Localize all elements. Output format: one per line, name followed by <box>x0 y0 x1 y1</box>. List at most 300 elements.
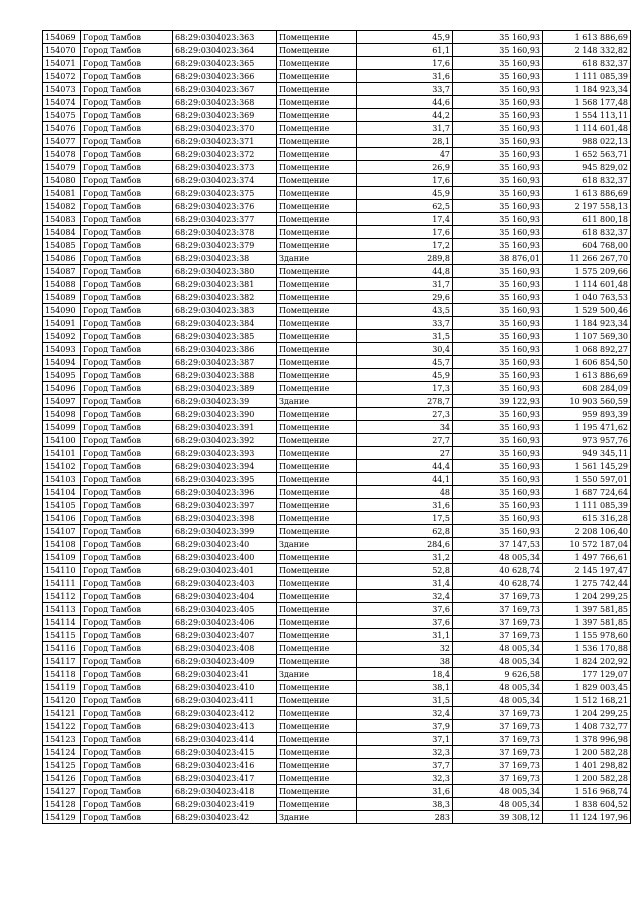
cell-cadastral-value: 1 829 003,45 <box>543 681 631 694</box>
table-row <box>43 733 631 746</box>
cell-cadastral-number: 68:29:0304023:409 <box>173 655 277 668</box>
table-row <box>43 629 631 642</box>
cell-city-name: Город Тамбов <box>81 551 173 564</box>
cell-cadastral-number: 68:29:0304023:387 <box>173 356 277 369</box>
cell-unit-value: 37 169,73 <box>453 629 543 642</box>
cell-unit-value: 35 160,93 <box>453 460 543 473</box>
cell-city-name: Город Тамбов <box>81 720 173 733</box>
cell-city-name: Город Тамбов <box>81 668 173 681</box>
cell-cadastral-number: 68:29:0304023:407 <box>173 629 277 642</box>
cell-row-number: 154092 <box>43 330 81 343</box>
table-row <box>43 447 631 460</box>
cell-cadastral-number: 68:29:0304023:403 <box>173 577 277 590</box>
cell-object-type: Помещение <box>277 733 357 746</box>
cell-cadastral-number: 68:29:0304023:386 <box>173 343 277 356</box>
table-row <box>43 291 631 304</box>
cell-row-number: 154119 <box>43 681 81 694</box>
cell-object-type: Помещение <box>277 642 357 655</box>
cell-city-name: Город Тамбов <box>81 200 173 213</box>
table-row <box>43 304 631 317</box>
cell-unit-value: 37 169,73 <box>453 616 543 629</box>
cell-object-type: Помещение <box>277 590 357 603</box>
cell-city-name: Город Тамбов <box>81 174 173 187</box>
cell-row-number: 154090 <box>43 304 81 317</box>
table-row <box>43 525 631 538</box>
cell-cadastral-value: 1 155 978,60 <box>543 629 631 642</box>
cell-city-name: Город Тамбов <box>81 122 173 135</box>
cell-object-type: Помещение <box>277 44 357 57</box>
cell-city-name: Город Тамбов <box>81 447 173 460</box>
cell-row-number: 154101 <box>43 447 81 460</box>
cell-cadastral-value: 1 554 113,11 <box>543 109 631 122</box>
cell-row-number: 154105 <box>43 499 81 512</box>
cell-city-name: Город Тамбов <box>81 83 173 96</box>
cell-object-type: Помещение <box>277 629 357 642</box>
cell-area: 33,7 <box>357 83 453 96</box>
cell-row-number: 154086 <box>43 252 81 265</box>
cell-row-number: 154097 <box>43 395 81 408</box>
cell-city-name: Город Тамбов <box>81 811 173 824</box>
cell-unit-value: 35 160,93 <box>453 161 543 174</box>
cell-object-type: Помещение <box>277 408 357 421</box>
table-row <box>43 460 631 473</box>
cell-cadastral-number: 68:29:0304023:414 <box>173 733 277 746</box>
cell-city-name: Город Тамбов <box>81 161 173 174</box>
table-row <box>43 486 631 499</box>
cell-object-type: Помещение <box>277 421 357 434</box>
cell-cadastral-value: 1 200 582,28 <box>543 772 631 785</box>
cell-cadastral-value: 1 184 923,34 <box>543 317 631 330</box>
cell-city-name: Город Тамбов <box>81 44 173 57</box>
cell-city-name: Город Тамбов <box>81 213 173 226</box>
cell-row-number: 154078 <box>43 148 81 161</box>
cell-row-number: 154114 <box>43 616 81 629</box>
table-row <box>43 564 631 577</box>
cell-object-type: Помещение <box>277 148 357 161</box>
cell-unit-value: 35 160,93 <box>453 382 543 395</box>
cell-object-type: Помещение <box>277 486 357 499</box>
cell-row-number: 154117 <box>43 655 81 668</box>
cell-row-number: 154116 <box>43 642 81 655</box>
cell-cadastral-value: 1 550 597,01 <box>543 473 631 486</box>
cell-area: 26,9 <box>357 161 453 174</box>
cell-cadastral-value: 618 832,37 <box>543 226 631 239</box>
cell-object-type: Помещение <box>277 720 357 733</box>
cell-unit-value: 35 160,93 <box>453 317 543 330</box>
cell-unit-value: 35 160,93 <box>453 525 543 538</box>
table-row <box>43 135 631 148</box>
cell-cadastral-number: 68:29:0304023:396 <box>173 486 277 499</box>
cell-city-name: Город Тамбов <box>81 590 173 603</box>
cell-area: 31,6 <box>357 70 453 83</box>
cell-city-name: Город Тамбов <box>81 226 173 239</box>
cell-area: 278,7 <box>357 395 453 408</box>
cell-row-number: 154111 <box>43 577 81 590</box>
cell-cadastral-value: 1 397 581,85 <box>543 603 631 616</box>
cell-area: 62,5 <box>357 200 453 213</box>
cell-city-name: Город Тамбов <box>81 31 173 44</box>
table-row <box>43 70 631 83</box>
cell-object-type: Здание <box>277 538 357 551</box>
cell-unit-value: 35 160,93 <box>453 330 543 343</box>
cell-city-name: Город Тамбов <box>81 421 173 434</box>
cell-cadastral-value: 988 022,13 <box>543 135 631 148</box>
cell-cadastral-value: 2 208 106,40 <box>543 525 631 538</box>
cell-object-type: Помещение <box>277 122 357 135</box>
cell-cadastral-value: 949 345,11 <box>543 447 631 460</box>
cell-unit-value: 39 308,12 <box>453 811 543 824</box>
table-row <box>43 681 631 694</box>
cell-unit-value: 35 160,93 <box>453 226 543 239</box>
cell-cadastral-number: 68:29:0304023:408 <box>173 642 277 655</box>
cell-cadastral-value: 1 529 500,46 <box>543 304 631 317</box>
table-row <box>43 395 631 408</box>
cell-object-type: Помещение <box>277 70 357 83</box>
cell-object-type: Помещение <box>277 655 357 668</box>
cell-cadastral-number: 68:29:0304023:418 <box>173 785 277 798</box>
cell-row-number: 154071 <box>43 57 81 70</box>
cell-cadastral-value: 1 200 582,28 <box>543 746 631 759</box>
table-row <box>43 473 631 486</box>
cell-cadastral-number: 68:29:0304023:369 <box>173 109 277 122</box>
table-row <box>43 83 631 96</box>
cell-cadastral-number: 68:29:0304023:376 <box>173 200 277 213</box>
table-row <box>43 642 631 655</box>
cell-row-number: 154094 <box>43 356 81 369</box>
cell-unit-value: 35 160,93 <box>453 239 543 252</box>
cell-area: 37,7 <box>357 759 453 772</box>
cell-unit-value: 37 169,73 <box>453 720 543 733</box>
cell-cadastral-value: 1 040 763,53 <box>543 291 631 304</box>
table-row <box>43 369 631 382</box>
table-row <box>43 213 631 226</box>
cell-cadastral-value: 1 111 085,39 <box>543 499 631 512</box>
cell-city-name: Город Тамбов <box>81 434 173 447</box>
cell-cadastral-number: 68:29:0304023:385 <box>173 330 277 343</box>
cell-city-name: Город Тамбов <box>81 148 173 161</box>
cell-cadastral-number: 68:29:0304023:39 <box>173 395 277 408</box>
cell-object-type: Помещение <box>277 577 357 590</box>
table-row <box>43 603 631 616</box>
cell-city-name: Город Тамбов <box>81 655 173 668</box>
cell-city-name: Город Тамбов <box>81 759 173 772</box>
cell-cadastral-number: 68:29:0304023:388 <box>173 369 277 382</box>
cell-city-name: Город Тамбов <box>81 304 173 317</box>
cell-unit-value: 37 147,53 <box>453 538 543 551</box>
cell-unit-value: 48 005,34 <box>453 655 543 668</box>
cell-area: 17,2 <box>357 239 453 252</box>
cell-cadastral-number: 68:29:0304023:372 <box>173 148 277 161</box>
cell-unit-value: 35 160,93 <box>453 213 543 226</box>
cell-area: 34 <box>357 421 453 434</box>
cell-object-type: Помещение <box>277 278 357 291</box>
table-row <box>43 785 631 798</box>
cell-unit-value: 35 160,93 <box>453 434 543 447</box>
cell-city-name: Город Тамбов <box>81 343 173 356</box>
cell-object-type: Помещение <box>277 772 357 785</box>
cell-unit-value: 35 160,93 <box>453 174 543 187</box>
table-row <box>43 759 631 772</box>
cell-row-number: 154083 <box>43 213 81 226</box>
cell-row-number: 154069 <box>43 31 81 44</box>
cell-unit-value: 37 169,73 <box>453 759 543 772</box>
cell-object-type: Помещение <box>277 291 357 304</box>
cell-area: 17,5 <box>357 512 453 525</box>
table-row <box>43 811 631 824</box>
cell-city-name: Город Тамбов <box>81 96 173 109</box>
cell-unit-value: 48 005,34 <box>453 798 543 811</box>
cell-unit-value: 35 160,93 <box>453 57 543 70</box>
cell-city-name: Город Тамбов <box>81 616 173 629</box>
cell-city-name: Город Тамбов <box>81 460 173 473</box>
cell-area: 17,4 <box>357 213 453 226</box>
cell-object-type: Помещение <box>277 317 357 330</box>
cell-cadastral-number: 68:29:0304023:364 <box>173 44 277 57</box>
cell-area: 38,3 <box>357 798 453 811</box>
cell-area: 31,5 <box>357 694 453 707</box>
cell-object-type: Помещение <box>277 473 357 486</box>
table-row <box>43 252 631 265</box>
cell-cadastral-value: 1 575 209,66 <box>543 265 631 278</box>
cell-unit-value: 48 005,34 <box>453 785 543 798</box>
cell-object-type: Помещение <box>277 187 357 200</box>
cell-object-type: Помещение <box>277 694 357 707</box>
cell-row-number: 154088 <box>43 278 81 291</box>
cell-area: 37,6 <box>357 603 453 616</box>
cell-area: 45,9 <box>357 187 453 200</box>
cell-row-number: 154089 <box>43 291 81 304</box>
cell-unit-value: 37 169,73 <box>453 590 543 603</box>
cell-row-number: 154077 <box>43 135 81 148</box>
cell-row-number: 154124 <box>43 746 81 759</box>
table-row <box>43 265 631 278</box>
cell-cadastral-value: 1 204 299,25 <box>543 590 631 603</box>
cell-cadastral-value: 1 824 202,92 <box>543 655 631 668</box>
cell-cadastral-value: 1 497 766,61 <box>543 551 631 564</box>
cell-object-type: Помещение <box>277 551 357 564</box>
cell-object-type: Помещение <box>277 681 357 694</box>
cell-cadastral-number: 68:29:0304023:371 <box>173 135 277 148</box>
cell-row-number: 154125 <box>43 759 81 772</box>
table-row <box>43 668 631 681</box>
cell-area: 38 <box>357 655 453 668</box>
cell-city-name: Город Тамбов <box>81 577 173 590</box>
cell-city-name: Город Тамбов <box>81 356 173 369</box>
cell-unit-value: 37 169,73 <box>453 746 543 759</box>
cell-cadastral-value: 1 195 471,62 <box>543 421 631 434</box>
cell-area: 31,2 <box>357 551 453 564</box>
cell-unit-value: 35 160,93 <box>453 135 543 148</box>
cell-city-name: Город Тамбов <box>81 603 173 616</box>
table-row <box>43 382 631 395</box>
cell-city-name: Город Тамбов <box>81 187 173 200</box>
cell-unit-value: 9 626,58 <box>453 668 543 681</box>
cell-unit-value: 48 005,34 <box>453 642 543 655</box>
cell-cadastral-number: 68:29:0304023:398 <box>173 512 277 525</box>
cell-cadastral-value: 1 838 604,52 <box>543 798 631 811</box>
cell-area: 18,4 <box>357 668 453 681</box>
cell-area: 45,9 <box>357 31 453 44</box>
table-row <box>43 187 631 200</box>
cell-row-number: 154099 <box>43 421 81 434</box>
cell-row-number: 154109 <box>43 551 81 564</box>
cell-unit-value: 35 160,93 <box>453 356 543 369</box>
cell-row-number: 154108 <box>43 538 81 551</box>
cell-object-type: Помещение <box>277 356 357 369</box>
cell-cadastral-number: 68:29:0304023:380 <box>173 265 277 278</box>
cell-cadastral-number: 68:29:0304023:42 <box>173 811 277 824</box>
cell-cadastral-value: 1 613 886,69 <box>543 369 631 382</box>
cell-object-type: Здание <box>277 811 357 824</box>
cell-cadastral-number: 68:29:0304023:41 <box>173 668 277 681</box>
cell-unit-value: 35 160,93 <box>453 421 543 434</box>
cell-object-type: Помещение <box>277 343 357 356</box>
cell-cadastral-value: 177 129,07 <box>543 668 631 681</box>
cell-cadastral-number: 68:29:0304023:389 <box>173 382 277 395</box>
table-row <box>43 538 631 551</box>
cell-area: 27,7 <box>357 434 453 447</box>
cell-area: 48 <box>357 486 453 499</box>
cell-row-number: 154100 <box>43 434 81 447</box>
cell-city-name: Город Тамбов <box>81 746 173 759</box>
cell-cadastral-value: 1 568 177,48 <box>543 96 631 109</box>
cell-row-number: 154076 <box>43 122 81 135</box>
cell-unit-value: 35 160,93 <box>453 109 543 122</box>
data-table <box>42 30 631 824</box>
cell-cadastral-number: 68:29:0304023:397 <box>173 499 277 512</box>
cell-row-number: 154104 <box>43 486 81 499</box>
cell-cadastral-value: 1 111 085,39 <box>543 70 631 83</box>
cell-object-type: Помещение <box>277 226 357 239</box>
cell-area: 43,5 <box>357 304 453 317</box>
cell-unit-value: 35 160,93 <box>453 304 543 317</box>
cell-city-name: Город Тамбов <box>81 57 173 70</box>
cell-city-name: Город Тамбов <box>81 694 173 707</box>
cell-cadastral-number: 68:29:0304023:395 <box>173 473 277 486</box>
cell-area: 37,9 <box>357 720 453 733</box>
cell-object-type: Здание <box>277 395 357 408</box>
cell-area: 27 <box>357 447 453 460</box>
cell-cadastral-number: 68:29:0304023:370 <box>173 122 277 135</box>
cell-cadastral-value: 1 378 996,98 <box>543 733 631 746</box>
cell-city-name: Город Тамбов <box>81 486 173 499</box>
cell-city-name: Город Тамбов <box>81 135 173 148</box>
cell-cadastral-number: 68:29:0304023:383 <box>173 304 277 317</box>
cell-unit-value: 39 122,93 <box>453 395 543 408</box>
cell-area: 17,6 <box>357 174 453 187</box>
table-row <box>43 239 631 252</box>
cell-row-number: 154080 <box>43 174 81 187</box>
cell-object-type: Помещение <box>277 174 357 187</box>
table-row <box>43 330 631 343</box>
cell-area: 284,6 <box>357 538 453 551</box>
cell-row-number: 154072 <box>43 70 81 83</box>
cell-cadastral-number: 68:29:0304023:367 <box>173 83 277 96</box>
cell-row-number: 154075 <box>43 109 81 122</box>
table-row <box>43 317 631 330</box>
cell-area: 33,7 <box>357 317 453 330</box>
cell-cadastral-number: 68:29:0304023:379 <box>173 239 277 252</box>
cell-area: 44,2 <box>357 109 453 122</box>
cell-row-number: 154103 <box>43 473 81 486</box>
cell-row-number: 154113 <box>43 603 81 616</box>
table-row <box>43 408 631 421</box>
cell-object-type: Помещение <box>277 304 357 317</box>
cell-area: 31,6 <box>357 785 453 798</box>
cell-row-number: 154091 <box>43 317 81 330</box>
table-row <box>43 720 631 733</box>
cell-cadastral-value: 611 800,18 <box>543 213 631 226</box>
cell-object-type: Помещение <box>277 382 357 395</box>
cell-object-type: Помещение <box>277 57 357 70</box>
cell-cadastral-number: 68:29:0304023:399 <box>173 525 277 538</box>
cell-cadastral-value: 618 832,37 <box>543 174 631 187</box>
cell-city-name: Город Тамбов <box>81 473 173 486</box>
cell-row-number: 154081 <box>43 187 81 200</box>
cell-cadastral-value: 959 893,39 <box>543 408 631 421</box>
cell-area: 31,7 <box>357 122 453 135</box>
cell-cadastral-number: 68:29:0304023:413 <box>173 720 277 733</box>
cell-city-name: Город Тамбов <box>81 109 173 122</box>
cell-row-number: 154079 <box>43 161 81 174</box>
cell-row-number: 154127 <box>43 785 81 798</box>
table-row <box>43 655 631 668</box>
cell-row-number: 154123 <box>43 733 81 746</box>
cell-area: 32,4 <box>357 707 453 720</box>
cell-cadastral-number: 68:29:0304023:40 <box>173 538 277 551</box>
cell-cadastral-number: 68:29:0304023:378 <box>173 226 277 239</box>
cell-city-name: Город Тамбов <box>81 798 173 811</box>
cell-cadastral-value: 2 145 197,47 <box>543 564 631 577</box>
cell-area: 44,4 <box>357 460 453 473</box>
cell-cadastral-number: 68:29:0304023:374 <box>173 174 277 187</box>
cell-area: 45,7 <box>357 356 453 369</box>
cell-object-type: Помещение <box>277 564 357 577</box>
cell-cadastral-number: 68:29:0304023:412 <box>173 707 277 720</box>
cell-cadastral-number: 68:29:0304023:38 <box>173 252 277 265</box>
cell-unit-value: 35 160,93 <box>453 473 543 486</box>
cell-area: 17,6 <box>357 226 453 239</box>
cell-unit-value: 37 169,73 <box>453 603 543 616</box>
cell-row-number: 154110 <box>43 564 81 577</box>
cell-city-name: Город Тамбов <box>81 564 173 577</box>
table-row <box>43 148 631 161</box>
cell-area: 30,4 <box>357 343 453 356</box>
cell-object-type: Помещение <box>277 499 357 512</box>
cell-cadastral-value: 615 316,28 <box>543 512 631 525</box>
cell-unit-value: 35 160,93 <box>453 512 543 525</box>
cell-object-type: Помещение <box>277 460 357 473</box>
cell-cadastral-number: 68:29:0304023:366 <box>173 70 277 83</box>
cell-cadastral-value: 973 957,76 <box>543 434 631 447</box>
cell-row-number: 154115 <box>43 629 81 642</box>
table-row <box>43 31 631 44</box>
cell-area: 37,6 <box>357 616 453 629</box>
cell-row-number: 154074 <box>43 96 81 109</box>
cell-row-number: 154118 <box>43 668 81 681</box>
cell-unit-value: 37 169,73 <box>453 733 543 746</box>
cell-city-name: Город Тамбов <box>81 499 173 512</box>
table-row <box>43 356 631 369</box>
table-row <box>43 122 631 135</box>
cell-unit-value: 38 876,01 <box>453 252 543 265</box>
table-row <box>43 616 631 629</box>
cell-object-type: Помещение <box>277 161 357 174</box>
cell-area: 283 <box>357 811 453 824</box>
cell-row-number: 154095 <box>43 369 81 382</box>
table-row <box>43 707 631 720</box>
cell-unit-value: 35 160,93 <box>453 122 543 135</box>
